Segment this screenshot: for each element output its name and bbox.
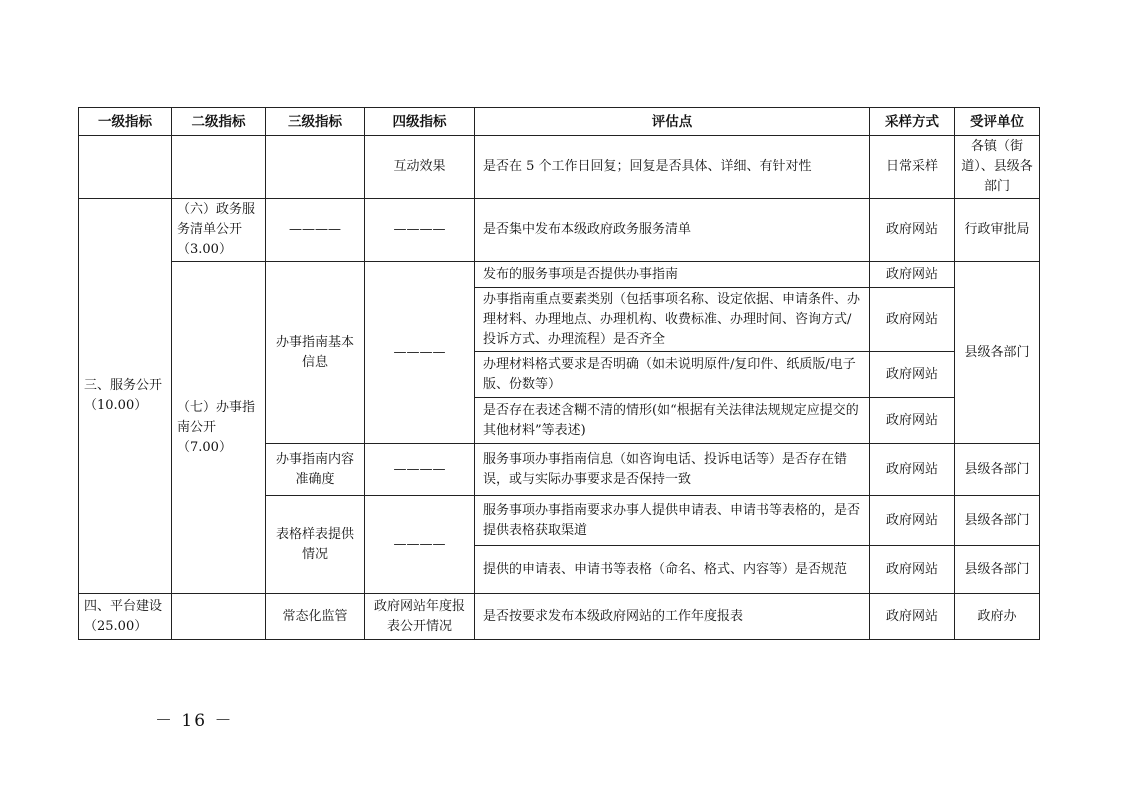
cell-level3: 办事指南基本信息 — [266, 262, 365, 444]
cell-unit: 县级各部门 — [955, 546, 1040, 594]
cell-level1 — [79, 136, 172, 199]
header-level1: 一级指标 — [79, 108, 172, 136]
header-unit: 受评单位 — [955, 108, 1040, 136]
cell-point: 服务事项办事指南要求办事人提供申请表、申请书等表格的，是否提供表格获取渠道 — [475, 496, 870, 546]
cell-level3: 常态化监管 — [266, 594, 365, 640]
cell-unit: 各镇（街道）、县级各部门 — [955, 136, 1040, 199]
table-row — [79, 199, 1040, 262]
cell-level3 — [266, 136, 365, 199]
evaluation-table — [78, 107, 1040, 640]
cell-sampling: 日常采样 — [870, 136, 955, 199]
cell-sampling: 政府网站 — [870, 288, 955, 352]
cell-sampling: 政府网站 — [870, 199, 955, 262]
cell-sampling: 政府网站 — [870, 352, 955, 398]
table-row — [79, 262, 1040, 288]
cell-sampling: 政府网站 — [870, 546, 955, 594]
header-level4: 四级指标 — [365, 108, 475, 136]
cell-sampling: 政府网站 — [870, 496, 955, 546]
cell-level4: 政府网站年度报表公开情况 — [365, 594, 475, 640]
cell-sampling: 政府网站 — [870, 444, 955, 496]
cell-level4: 互动效果 — [365, 136, 475, 199]
header-sampling: 采样方式 — [870, 108, 955, 136]
cell-level4: ———— — [365, 444, 475, 496]
cell-level4: ———— — [365, 199, 475, 262]
table-header-row — [79, 108, 1040, 136]
cell-level4: ———— — [365, 262, 475, 444]
cell-level2 — [172, 136, 266, 199]
cell-sampling: 政府网站 — [870, 398, 955, 444]
table-row — [79, 594, 1040, 640]
header-level2: 二级指标 — [172, 108, 266, 136]
cell-point: 提供的申请表、申请书等表格（命名、格式、内容等）是否规范 — [475, 546, 870, 594]
cell-point: 办理材料格式要求是否明确（如未说明原件/复印件、纸质版/电子版、份数等） — [475, 352, 870, 398]
table-row — [79, 136, 1040, 199]
cell-point: 是否集中发布本级政府政务服务清单 — [475, 199, 870, 262]
cell-unit: 县级各部门 — [955, 262, 1040, 444]
cell-level1-platform: 四、平台建设（25.00） — [79, 594, 172, 640]
page-number: － 16 － — [155, 711, 234, 731]
cell-point: 是否在 5 个工作日回复；回复是否具体、详细、有针对性 — [475, 136, 870, 199]
cell-level4: ———— — [365, 496, 475, 594]
cell-point: 发布的服务事项是否提供办事指南 — [475, 262, 870, 288]
cell-sampling: 政府网站 — [870, 594, 955, 640]
cell-sampling: 政府网站 — [870, 262, 955, 288]
cell-level2 — [172, 594, 266, 640]
cell-point: 服务事项办事指南信息（如咨询电话、投诉电话等）是否存在错误，或与实际办事要求是否保持一致 — [475, 444, 870, 496]
cell-point: 是否按要求发布本级政府网站的工作年度报表 — [475, 594, 870, 640]
header-point: 评估点 — [475, 108, 870, 136]
cell-unit: 县级各部门 — [955, 496, 1040, 546]
header-level3: 三级指标 — [266, 108, 365, 136]
cell-point: 办事指南重点要素类别（包括事项名称、设定依据、申请条件、办理材料、办理地点、办理机构、收费标准、办理时间、咨询方式/投诉方式、办理流程）是否齐全 — [475, 288, 870, 352]
cell-level3: 办事指南内容准确度 — [266, 444, 365, 496]
cell-unit: 行政审批局 — [955, 199, 1040, 262]
cell-unit: 县级各部门 — [955, 444, 1040, 496]
cell-point: 是否存在表述含糊不清的情形(如“根据有关法律法规规定应提交的其他材料”等表述) — [475, 398, 870, 444]
cell-level3: ———— — [266, 199, 365, 262]
cell-unit: 政府办 — [955, 594, 1040, 640]
cell-level2-guide: （七）办事指南公开（7.00） — [172, 262, 266, 594]
cell-level3: 表格样表提供情况 — [266, 496, 365, 594]
cell-level1-service: 三、服务公开（10.00） — [79, 199, 172, 594]
cell-level2: （六）政务服务清单公开（3.00） — [172, 199, 266, 262]
